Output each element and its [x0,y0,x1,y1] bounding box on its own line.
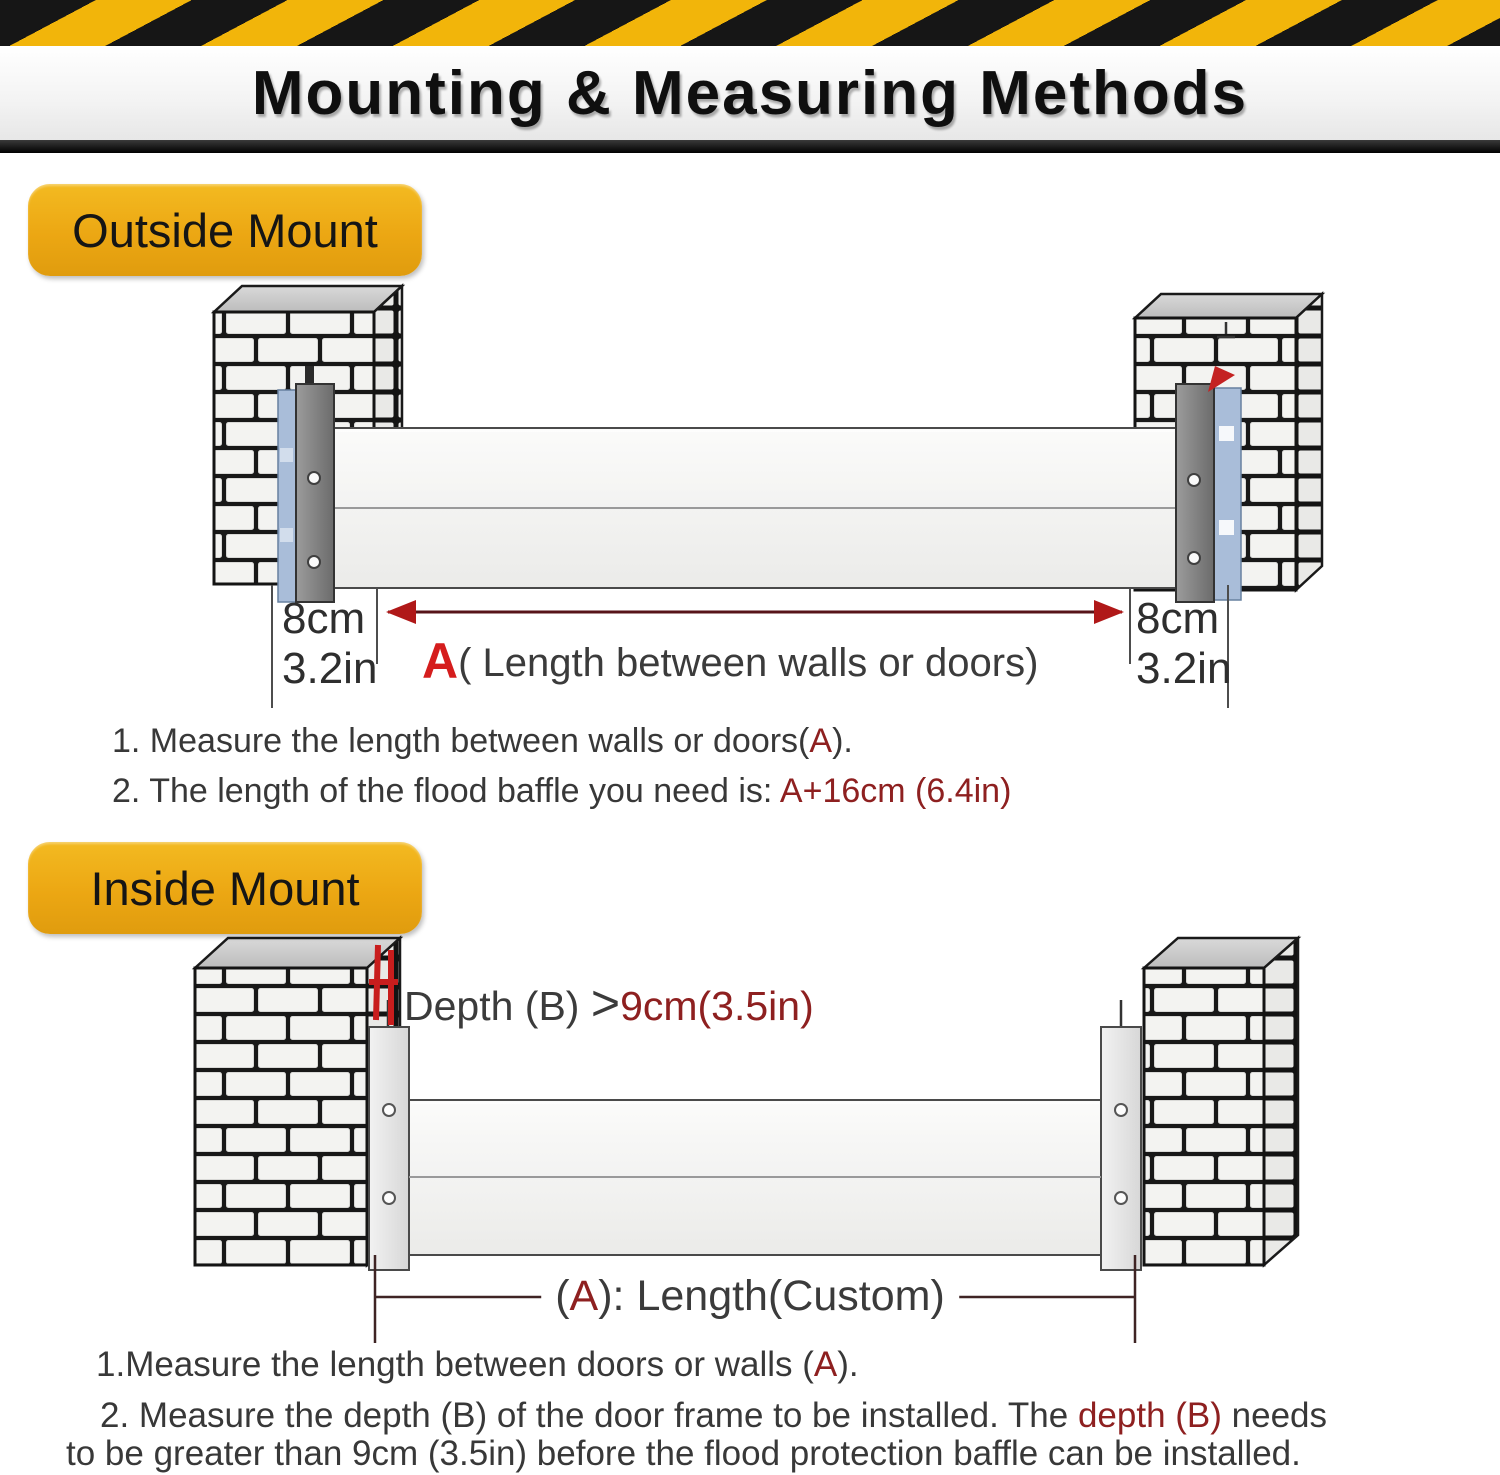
inside-mount-label-text: Inside Mount [90,861,360,915]
seal-strip-slot [280,528,293,542]
brick-pillar-inside-right [1144,938,1298,1265]
pillar-side-face [1264,938,1298,1265]
outside-step-2: 2. The length of the flood baffle you need is: A+16cm (6.4in) [112,772,1012,810]
channel-bar [1176,384,1214,602]
title-banner [0,46,1500,140]
mounting-channel-outside-left [278,366,334,602]
pillar-top-face [214,286,402,312]
inside-step-2-line2: to be greater than 9cm (3.5in) before the flood protection baffle can be installed. [66,1434,1301,1473]
mounting-channel-inside-left [369,1000,409,1270]
offset-left-inch: 3.2in [282,644,378,693]
screw-hole [383,1104,395,1116]
screw-hole [1115,1104,1127,1116]
inside-step-2-line1: 2. Measure the depth (B) of the door frame to be installed. The depth (B) needs [100,1396,1328,1435]
pillar-front-face [1144,968,1264,1265]
span-a-label-inside: (A): Length(Custom) [541,1272,959,1321]
offset-right-inch: 3.2in [1136,644,1232,693]
channel-bar [1101,1027,1141,1270]
flood-baffle-outside [334,428,1176,588]
outside-step-1: 1. Measure the length between walls or doors(A). [112,722,853,760]
depth-note: Depth (B) >9cm(3.5in) [404,975,814,1031]
mounting-channel-inside-right [1101,1000,1141,1270]
offset-left-cm: 8cm [282,594,366,643]
outside-mount-label [28,184,422,276]
dimension-arrowhead-left [386,600,416,624]
screw-hole [308,556,320,568]
outside-mount-label-text: Outside Mount [72,203,378,257]
pillar-front-face [195,968,367,1265]
pillar-top-face [1135,294,1322,318]
span-a-label-outside: A( Length between walls or doors) [422,633,1039,689]
screw-hole [1115,1192,1127,1204]
pillar-top-face [195,938,400,968]
pillar-side-face [1296,294,1322,590]
seal-strip [1214,388,1241,600]
hazard-stripe-banner [0,0,1500,46]
channel-bar [369,1027,409,1270]
inside-mount-label [28,842,422,934]
banner-divider-bar [0,140,1500,153]
seal-strip-slot [280,448,293,462]
flood-baffle-inside [409,1100,1101,1255]
seal-strip [278,390,296,602]
dimension-arrowhead-right [1094,600,1124,624]
screw-hole [1188,474,1200,486]
channel-bar [296,384,334,602]
inside-step-1: 1.Measure the length between doors or walls (A). [96,1345,859,1384]
seal-strip-slot [1219,426,1234,441]
screw-hole [308,472,320,484]
page-title: Mounting & Measuring Methods [251,58,1249,128]
offset-left-value [282,594,377,694]
screw-hole [383,1192,395,1204]
screw-hole [1188,552,1200,564]
offset-right-value [1136,594,1231,694]
seal-strip-slot [1219,520,1234,535]
offset-right-cm: 8cm [1136,594,1220,643]
